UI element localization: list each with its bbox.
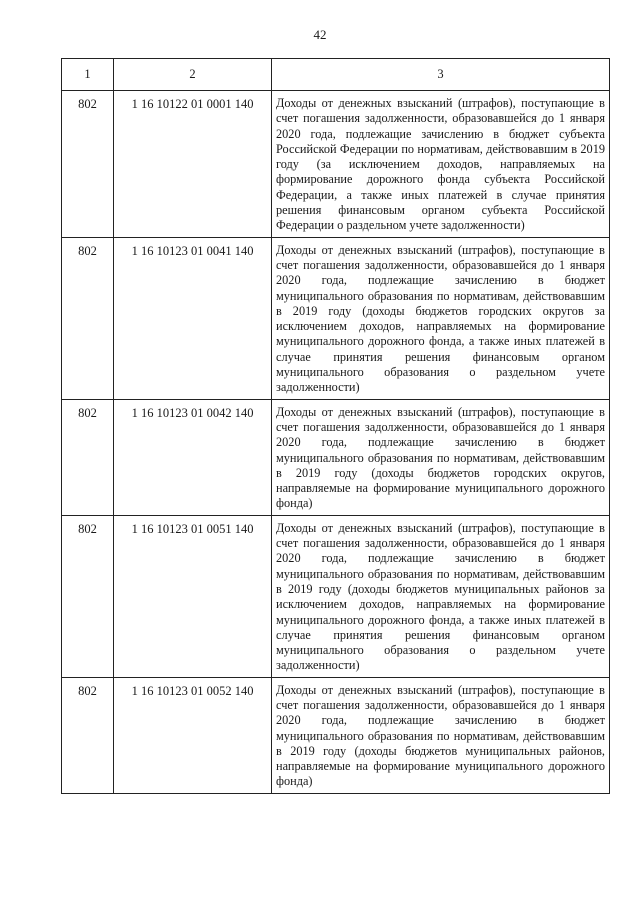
table-header-row <box>62 59 610 91</box>
description-cell: Доходы от денежных взысканий (штрафов), поступающие в счет погашения задолженности, образовавшейся до 1 января 2020 года, подлежащие зачислению в бюджет муниципального образования по нормативам, действовавшим в 2019 году (доходы бюджетов муниципальных районов, направляемые на формирование муниципального дорожного фонда) <box>272 677 610 793</box>
admin-code-cell: 802 <box>62 399 114 515</box>
column-header-admin: 1 <box>62 59 114 91</box>
admin-code-cell: 802 <box>62 515 114 677</box>
table-row <box>62 399 610 515</box>
budget-code-cell: 1 16 10122 01 0001 140 <box>114 91 272 238</box>
table-row <box>62 237 610 399</box>
admin-code-cell: 802 <box>62 91 114 238</box>
admin-code-cell: 802 <box>62 677 114 793</box>
table-row <box>62 91 610 238</box>
budget-code-cell: 1 16 10123 01 0051 140 <box>114 515 272 677</box>
page-number: 42 <box>313 27 327 42</box>
budget-code-cell: 1 16 10123 01 0041 140 <box>114 237 272 399</box>
revenue-codes-table <box>61 58 610 794</box>
admin-code-cell: 802 <box>62 237 114 399</box>
budget-code-cell: 1 16 10123 01 0042 140 <box>114 399 272 515</box>
table-row <box>62 677 610 793</box>
description-cell: Доходы от денежных взысканий (штрафов), поступающие в счет погашения задолженности, образовавшейся до 1 января 2020 года, подлежащие зачислению в бюджет муниципального образования по нормативам, действовавшим в 2019 году (доходы бюджетов муниципальных районов за исключением доходов, направляемых на формирование муниципального дорожного фонда, а также иных платежей в случае принятия решения финансовым органом муниципального образования о раздельном учете задолженности) <box>272 515 610 677</box>
description-cell: Доходы от денежных взысканий (штрафов), поступающие в счет погашения задолженности, образовавшейся до 1 января 2020 года, подлежащие зачислению в бюджет субъекта Российской Федерации по нормативам, действовавшим в 2019 году (за исключением доходов, направляемых на формирование дорожного фонда субъекта Российской Федерации, а также иных платежей в случае принятия решения финансовым органом субъекта Российской Федерации о раздельном учете задолженности) <box>272 91 610 238</box>
description-cell: Доходы от денежных взысканий (штрафов), поступающие в счет погашения задолженности, образовавшейся до 1 января 2020 года, подлежащие зачислению в бюджет муниципального образования по нормативам, действовавшим в 2019 году (доходы бюджетов городских округов, направляемые на формирование муниципального дорожного фонда) <box>272 399 610 515</box>
description-cell: Доходы от денежных взысканий (штрафов), поступающие в счет погашения задолженности, образовавшейся до 1 января 2020 года, подлежащие зачислению в бюджет муниципального образования по нормативам, действовавшим в 2019 году (доходы бюджетов городских округов за исключением доходов, направляемых на формирование муниципального дорожного фонда, а также иных платежей в случае принятия решения финансовым органом муниципального образования о раздельном учете задолженности) <box>272 237 610 399</box>
column-header-description: 3 <box>272 59 610 91</box>
budget-code-cell: 1 16 10123 01 0052 140 <box>114 677 272 793</box>
table-row <box>62 515 610 677</box>
column-header-code: 2 <box>114 59 272 91</box>
